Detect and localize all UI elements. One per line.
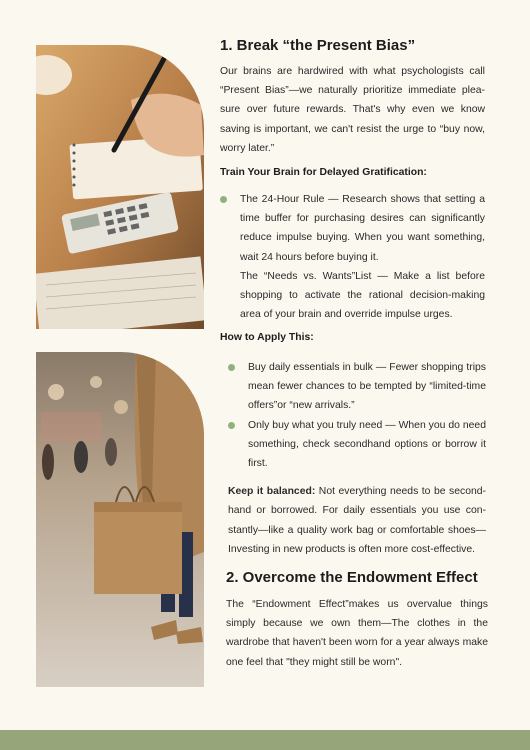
- bullet-dot-icon: [228, 422, 235, 429]
- section2-body: The “Endowment Effect”makes us overvalue things simply because we own them—The clothes in the wardrobe that haven't been worn for a year always make one feel that "they might still be worn".: [226, 599, 488, 668]
- train-heading: Train Your Brain for Delayed Gratification:: [220, 167, 427, 179]
- section1-header: [220, 37, 485, 55]
- list-item: [228, 358, 486, 416]
- apply-item-1: Buy daily essentials in bulk — Fewer shopping trips mean fewer chances to be tempted by “limited-time offers”or “new arrivals.”: [248, 362, 486, 412]
- list-item: [220, 267, 485, 325]
- apply-heading: How to Apply This:: [220, 332, 314, 344]
- train-item-1: The 24-Hour Rule — Research shows that setting a time buffer for purchasing desires can significantly reduce impulse buying. When you want something, wait 24 hours before buying it.: [240, 194, 485, 263]
- balance-label: Keep it balanced:: [228, 486, 316, 498]
- train-list: [220, 190, 485, 324]
- section1-intro: Our brains are hardwired with what psychologists call “Present Bias”—we naturally prioritize immediate plea-sure over future rewards. That's why even we know saving is important, we can't resist the urge to “buy now, worry later.”: [220, 66, 485, 154]
- section2: [226, 569, 488, 672]
- balance-text: Not everything needs to be second-hand or borrowed. For daily essentials you use con-stantly—like a quality work bag or comfortable shoes—Investing in new products is often more cost-effective.: [228, 486, 486, 555]
- apply-list: [228, 358, 486, 473]
- list-item: [220, 190, 485, 267]
- section1-body: [220, 62, 485, 346]
- bullet-dot-icon: [228, 364, 235, 371]
- balance-paragraph: [228, 482, 486, 559]
- list-item: [228, 416, 486, 474]
- apply-list-block: [228, 358, 486, 559]
- section1-title: 1. Break “the Present Bias”: [220, 37, 416, 54]
- footer-bar: [0, 730, 530, 750]
- section2-title: 2. Overcome the Endowment Effect: [226, 569, 478, 586]
- bullet-dot-icon: [220, 196, 227, 203]
- photo-writing-with-calculator: [36, 45, 204, 329]
- train-item-2: The “Needs vs. Wants”List — Make a list before shopping to activate the rational decision-making area of your brain and override impulse urges.: [240, 270, 485, 321]
- apply-item-2: Only buy what you truly need — When you do need something, check secondhand options or borrow it first.: [248, 419, 486, 470]
- photo-shopping-bag: [36, 352, 204, 687]
